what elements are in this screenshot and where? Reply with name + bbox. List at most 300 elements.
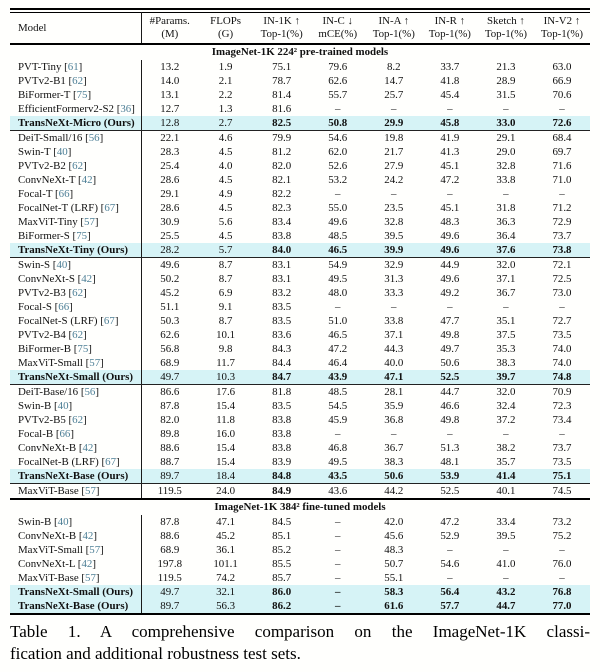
value-cell: 74.0 bbox=[552, 357, 572, 369]
value-cell: 72.3 bbox=[552, 400, 572, 412]
model-label: ConvNeXt-B bbox=[18, 530, 77, 542]
value-cell: 72.5 bbox=[552, 273, 572, 285]
value-cell: 49.6 bbox=[440, 273, 460, 285]
value-cell: 28.2 bbox=[142, 243, 198, 258]
value-cell: 28.3 bbox=[160, 146, 180, 158]
citation-link[interactable]: 66 bbox=[58, 301, 70, 313]
value-cell: 15.4 bbox=[216, 456, 236, 468]
table-row bbox=[10, 484, 590, 500]
table-caption bbox=[10, 621, 590, 665]
model-name bbox=[10, 469, 142, 484]
value-cell: 23.5 bbox=[384, 202, 404, 214]
model-label: PVTv2-B3 bbox=[18, 287, 66, 299]
value-cell: 43.5 bbox=[310, 469, 366, 484]
model-label: FocalNet-S (LRF) bbox=[18, 315, 98, 327]
citation-link[interactable]: 57 bbox=[89, 544, 101, 556]
value-cell: 82.0 bbox=[272, 160, 292, 172]
value-cell: 45.2 bbox=[216, 530, 236, 542]
value-cell: 71.0 bbox=[552, 174, 572, 186]
citation-link[interactable]: 42 bbox=[82, 530, 94, 542]
value-cell: 83.9 bbox=[272, 456, 292, 468]
value-cell: 43.9 bbox=[310, 370, 366, 385]
value-cell: – bbox=[559, 188, 565, 200]
value-cell: 47.1 bbox=[366, 370, 422, 385]
col-header--params: #Params. (M) bbox=[142, 13, 198, 45]
value-cell: 47.7 bbox=[440, 315, 460, 327]
value-cell: 50.7 bbox=[384, 558, 404, 570]
table-row bbox=[10, 515, 590, 529]
value-cell: 52.5 bbox=[422, 484, 478, 500]
citation-link[interactable]: 57 bbox=[85, 572, 96, 584]
value-cell: 33.4 bbox=[496, 516, 516, 528]
citation-link[interactable]: 62 bbox=[72, 414, 84, 426]
model-name: PVTv2-B3 [62] bbox=[10, 286, 142, 300]
model-label: Swin-S bbox=[18, 259, 51, 271]
value-cell: 63.0 bbox=[552, 61, 572, 73]
value-cell: 39.9 bbox=[366, 243, 422, 258]
value-cell: 24.2 bbox=[384, 174, 404, 186]
table-row bbox=[10, 173, 590, 187]
value-cell: 38.2 bbox=[496, 442, 516, 454]
table-row bbox=[10, 300, 590, 314]
value-cell: 39.5 bbox=[384, 230, 404, 242]
value-cell: 4.6 bbox=[218, 132, 233, 144]
model-name bbox=[10, 370, 142, 385]
value-cell: – bbox=[391, 188, 397, 200]
model-label: Swin-B bbox=[18, 516, 52, 528]
col-header-in-r: IN-R ↑ Top-1(%) bbox=[422, 13, 478, 45]
value-cell: 48.3 bbox=[384, 544, 404, 556]
value-cell: 84.5 bbox=[272, 516, 292, 528]
model-label: DeiT-Small/16 bbox=[18, 132, 83, 144]
value-cell: 56.4 bbox=[422, 585, 478, 599]
value-cell: 54.9 bbox=[328, 259, 348, 271]
citation-link[interactable]: 75 bbox=[76, 230, 88, 242]
value-cell: 45.1 bbox=[440, 202, 460, 214]
citation-link[interactable]: 42 bbox=[82, 442, 94, 454]
model-label: MaxViT-Small bbox=[18, 357, 83, 369]
value-cell: 82.3 bbox=[272, 202, 292, 214]
value-cell: 37.2 bbox=[496, 414, 516, 426]
value-cell: – bbox=[334, 428, 341, 440]
value-cell: 29.1 bbox=[496, 132, 516, 144]
model-label: TransNeXt-Micro (Ours) bbox=[18, 117, 135, 129]
value-cell: 45.9 bbox=[328, 414, 348, 426]
col-header-in-c: IN-C ↓ mCE(%) bbox=[310, 13, 366, 45]
value-cell: – bbox=[559, 103, 565, 115]
value-cell: 4.5 bbox=[218, 230, 233, 242]
value-cell: 5.6 bbox=[218, 216, 233, 228]
value-cell: 75.1 bbox=[272, 61, 292, 73]
value-cell: 85.7 bbox=[272, 572, 292, 584]
value-cell: 119.5 bbox=[142, 484, 198, 500]
citation-link[interactable]: 40 bbox=[57, 516, 69, 528]
citation-link[interactable]: 66 bbox=[59, 428, 71, 440]
value-cell: 36.4 bbox=[496, 230, 516, 242]
value-cell: – bbox=[559, 428, 565, 440]
citation-link[interactable]: 75 bbox=[76, 89, 88, 101]
model-label: ConvNeXt-B bbox=[18, 442, 77, 454]
model-name: MaxViT-Base [57] bbox=[10, 484, 142, 500]
model-name bbox=[10, 585, 142, 599]
value-cell: 46.5 bbox=[328, 329, 348, 341]
value-cell: 44.3 bbox=[384, 343, 404, 355]
value-cell: 4.5 bbox=[218, 174, 233, 186]
value-cell: 14.0 bbox=[160, 75, 180, 87]
table-top-rule bbox=[10, 8, 590, 10]
value-cell: 83.2 bbox=[272, 287, 292, 299]
value-cell: 50.6 bbox=[440, 357, 460, 369]
table-row bbox=[10, 272, 590, 286]
value-cell: – bbox=[310, 599, 366, 614]
value-cell: 70.6 bbox=[552, 89, 572, 101]
model-name: FocalNet-T (LRF) [67] bbox=[10, 201, 142, 215]
value-cell: 12.8 bbox=[142, 116, 198, 131]
table-row bbox=[10, 215, 590, 229]
value-cell: 72.7 bbox=[552, 315, 572, 327]
value-cell: 88.6 bbox=[160, 530, 180, 542]
value-cell: 52.6 bbox=[328, 160, 348, 172]
model-label: TransNeXt-Tiny (Ours) bbox=[18, 244, 129, 256]
value-cell: 51.3 bbox=[440, 442, 460, 454]
value-cell: 28.1 bbox=[384, 386, 404, 398]
value-cell: 43.2 bbox=[478, 585, 534, 599]
citation-link[interactable]: 61 bbox=[67, 61, 79, 73]
table-row bbox=[10, 314, 590, 328]
model-name: PVTv2-B5 [62] bbox=[10, 413, 142, 427]
value-cell: 71.6 bbox=[552, 160, 572, 172]
value-cell: – bbox=[559, 572, 565, 584]
value-cell: 25.7 bbox=[384, 89, 404, 101]
value-cell: 28.6 bbox=[160, 174, 180, 186]
citation-link[interactable]: 66 bbox=[58, 188, 70, 200]
value-cell: 33.0 bbox=[478, 116, 534, 131]
value-cell: 50.2 bbox=[160, 273, 180, 285]
value-cell: 62.6 bbox=[160, 329, 180, 341]
value-cell: 83.5 bbox=[272, 301, 292, 313]
value-cell: 72.9 bbox=[552, 216, 572, 228]
value-cell: – bbox=[559, 301, 565, 313]
citation-link[interactable]: 62 bbox=[72, 329, 84, 341]
citation-link[interactable]: 40 bbox=[56, 259, 68, 271]
value-cell: 35.1 bbox=[496, 315, 516, 327]
citation-link[interactable]: 56 bbox=[88, 132, 100, 144]
value-cell: 2.2 bbox=[218, 89, 233, 101]
value-cell: 69.7 bbox=[552, 146, 572, 158]
col-header-flops: FLOPs (G) bbox=[198, 13, 254, 45]
value-cell: 6.9 bbox=[218, 287, 233, 299]
value-cell: 41.8 bbox=[440, 75, 460, 87]
value-cell: 53.2 bbox=[328, 174, 348, 186]
citation-link[interactable]: 57 bbox=[89, 357, 101, 369]
value-cell: 47.2 bbox=[440, 174, 460, 186]
value-cell: 101.1 bbox=[213, 558, 238, 570]
value-cell: 82.5 bbox=[254, 116, 310, 131]
table-body bbox=[10, 44, 590, 614]
model-label: FocalNet-B (LRF) bbox=[18, 456, 99, 468]
value-cell: 51.0 bbox=[328, 315, 348, 327]
value-cell: 50.3 bbox=[160, 315, 180, 327]
value-cell: 21.3 bbox=[496, 61, 516, 73]
table-row bbox=[10, 116, 590, 131]
table-row bbox=[10, 328, 590, 342]
value-cell: 72.1 bbox=[552, 259, 572, 271]
value-cell: 13.1 bbox=[160, 89, 180, 101]
value-cell: 48.1 bbox=[440, 456, 460, 468]
citation-link[interactable]: 67 bbox=[104, 202, 116, 214]
section-header-row bbox=[10, 499, 590, 515]
value-cell: 83.5 bbox=[272, 400, 292, 412]
value-cell: 41.3 bbox=[440, 146, 460, 158]
model-name: BiFormer-B [75] bbox=[10, 342, 142, 356]
value-cell: 85.2 bbox=[272, 544, 292, 556]
value-cell: 17.6 bbox=[216, 386, 236, 398]
model-name: PVTv2-B4 [62] bbox=[10, 328, 142, 342]
value-cell: 15.4 bbox=[216, 442, 236, 454]
value-cell: 39.5 bbox=[496, 530, 516, 542]
value-cell: 86.2 bbox=[254, 599, 310, 614]
value-cell: 75.1 bbox=[534, 469, 590, 484]
value-cell: 83.8 bbox=[272, 442, 292, 454]
citation-link[interactable]: 42 bbox=[81, 558, 93, 570]
value-cell: 83.5 bbox=[272, 315, 292, 327]
value-cell: 9.1 bbox=[218, 301, 233, 313]
value-cell: 89.7 bbox=[142, 599, 198, 614]
value-cell: 48.5 bbox=[328, 386, 348, 398]
model-name: ConvNeXt-T [42] bbox=[10, 173, 142, 187]
table-row bbox=[10, 399, 590, 413]
value-cell: 33.7 bbox=[440, 61, 460, 73]
value-cell: 24.0 bbox=[198, 484, 254, 500]
value-cell: 41.0 bbox=[496, 558, 516, 570]
citation-link[interactable]: 36 bbox=[120, 103, 132, 115]
value-cell: 25.5 bbox=[160, 230, 180, 242]
value-cell: 32.9 bbox=[384, 259, 404, 271]
model-label: EfficientFormerv2-S2 bbox=[18, 103, 114, 115]
value-cell: 5.7 bbox=[198, 243, 254, 258]
value-cell: 74.2 bbox=[216, 572, 236, 584]
value-cell: 2.1 bbox=[218, 75, 233, 87]
value-cell: 84.7 bbox=[254, 370, 310, 385]
citation-link[interactable]: 75 bbox=[77, 343, 89, 355]
value-cell: – bbox=[503, 428, 509, 440]
model-label: Focal-B bbox=[18, 428, 54, 440]
table-row bbox=[10, 286, 590, 300]
value-cell: 32.0 bbox=[496, 259, 516, 271]
value-cell: 61.6 bbox=[366, 599, 422, 614]
value-cell: – bbox=[334, 544, 341, 556]
model-label: FocalNet-T (LRF) bbox=[18, 202, 98, 214]
citation-link[interactable]: 62 bbox=[72, 160, 84, 172]
value-cell: 45.1 bbox=[440, 160, 460, 172]
table-row bbox=[10, 229, 590, 243]
value-cell: 74.0 bbox=[552, 343, 572, 355]
model-label: TransNeXt-Small (Ours) bbox=[18, 586, 134, 598]
value-cell: – bbox=[334, 530, 341, 542]
value-cell: 10.3 bbox=[198, 370, 254, 385]
model-name: MaxViT-Tiny [57] bbox=[10, 215, 142, 229]
value-cell: 83.1 bbox=[272, 273, 292, 285]
value-cell: 36.3 bbox=[496, 216, 516, 228]
value-cell: – bbox=[503, 544, 509, 556]
value-cell: 49.2 bbox=[440, 287, 460, 299]
table-row bbox=[10, 370, 590, 385]
citation-link[interactable]: 57 bbox=[84, 216, 95, 228]
caption-line-1: Table 1. A comprehensive comparison on the ImageNet-1K classi- bbox=[10, 622, 590, 641]
value-cell: 46.4 bbox=[328, 357, 348, 369]
citation-link[interactable]: 67 bbox=[103, 315, 115, 327]
value-cell: 45.6 bbox=[384, 530, 404, 542]
value-cell: 84.9 bbox=[254, 484, 310, 500]
value-cell: 56.3 bbox=[198, 599, 254, 614]
value-cell: – bbox=[447, 103, 453, 115]
value-cell: 45.4 bbox=[440, 89, 460, 101]
citation-link[interactable]: 62 bbox=[72, 75, 84, 87]
value-cell: 86.6 bbox=[160, 386, 180, 398]
value-cell: 62.0 bbox=[328, 146, 348, 158]
value-cell: 36.1 bbox=[216, 544, 236, 556]
citation-link[interactable]: 56 bbox=[84, 386, 96, 398]
value-cell: – bbox=[503, 301, 509, 313]
value-cell: 35.7 bbox=[496, 456, 516, 468]
value-cell: – bbox=[334, 572, 341, 584]
col-header-model: Model bbox=[10, 13, 142, 45]
value-cell: 119.5 bbox=[157, 572, 182, 584]
value-cell: 82.0 bbox=[160, 414, 180, 426]
citation-link[interactable]: 67 bbox=[105, 456, 117, 468]
model-label: BiFormer-B bbox=[18, 343, 72, 355]
model-label: MaxViT-Small bbox=[18, 544, 83, 556]
value-cell: 1.9 bbox=[218, 61, 233, 73]
value-cell: 49.7 bbox=[440, 343, 460, 355]
value-cell: – bbox=[334, 103, 341, 115]
value-cell: 75.2 bbox=[552, 530, 572, 542]
value-cell: 70.9 bbox=[552, 386, 572, 398]
value-cell: 74.8 bbox=[534, 370, 590, 385]
value-cell: 9.8 bbox=[218, 343, 233, 355]
table-row bbox=[10, 413, 590, 427]
value-cell: 11.7 bbox=[216, 357, 235, 369]
value-cell: 86.0 bbox=[254, 585, 310, 599]
value-cell: 55.1 bbox=[384, 572, 404, 584]
value-cell: 42.0 bbox=[384, 516, 404, 528]
value-cell: 49.6 bbox=[422, 243, 478, 258]
model-label: DeiT-Base/16 bbox=[18, 386, 79, 398]
model-label: TransNeXt-Small (Ours) bbox=[18, 371, 134, 383]
value-cell: 68.9 bbox=[160, 544, 180, 556]
value-cell: 43.6 bbox=[310, 484, 366, 500]
table-row bbox=[10, 187, 590, 201]
table-row bbox=[10, 145, 590, 159]
value-cell: – bbox=[447, 188, 453, 200]
value-cell: 15.4 bbox=[216, 400, 236, 412]
model-name: FocalNet-S (LRF) [67] bbox=[10, 314, 142, 328]
model-label: PVTv2-B2 bbox=[18, 160, 66, 172]
value-cell: 76.0 bbox=[552, 558, 572, 570]
table-row bbox=[10, 74, 590, 88]
value-cell: 79.6 bbox=[328, 61, 348, 73]
model-label: MaxViT-Base bbox=[18, 485, 79, 497]
citation-link[interactable]: 62 bbox=[72, 287, 84, 299]
value-cell: 49.8 bbox=[440, 414, 460, 426]
value-cell: 82.2 bbox=[272, 188, 292, 200]
value-cell: 32.1 bbox=[198, 585, 254, 599]
model-label: Swin-B bbox=[18, 400, 52, 412]
value-cell: 73.7 bbox=[552, 442, 572, 454]
table-row bbox=[10, 585, 590, 599]
value-cell: 12.7 bbox=[160, 103, 180, 115]
results-table bbox=[10, 12, 590, 615]
value-cell: 49.7 bbox=[142, 585, 198, 599]
value-cell: – bbox=[447, 572, 453, 584]
model-label: PVTv2-B5 bbox=[18, 414, 66, 426]
value-cell: 47.2 bbox=[440, 516, 460, 528]
table-header bbox=[10, 13, 590, 45]
citation-link[interactable]: 40 bbox=[56, 146, 68, 158]
model-label: Swin-T bbox=[18, 146, 51, 158]
model-name: BiFormer-S [75] bbox=[10, 229, 142, 243]
value-cell: 33.8 bbox=[384, 315, 404, 327]
value-cell: 73.5 bbox=[552, 329, 572, 341]
value-cell: – bbox=[334, 188, 341, 200]
citation-link[interactable]: 57 bbox=[85, 485, 96, 497]
value-cell: 8.7 bbox=[218, 259, 233, 271]
citation-link[interactable]: 42 bbox=[81, 273, 93, 285]
value-cell: 50.8 bbox=[310, 116, 366, 131]
value-cell: 37.1 bbox=[496, 273, 516, 285]
value-cell: 84.8 bbox=[254, 469, 310, 484]
value-cell: 46.6 bbox=[440, 400, 460, 412]
model-name: FocalNet-B (LRF) [67] bbox=[10, 455, 142, 469]
value-cell: 29.0 bbox=[496, 146, 516, 158]
value-cell: 40.0 bbox=[384, 357, 404, 369]
value-cell: 55.7 bbox=[328, 89, 348, 101]
value-cell: 81.4 bbox=[272, 89, 292, 101]
model-label: PVTv2-B1 bbox=[18, 75, 66, 87]
table-row bbox=[10, 356, 590, 370]
value-cell: 49.6 bbox=[160, 259, 180, 271]
value-cell: 4.9 bbox=[218, 188, 233, 200]
value-cell: 31.8 bbox=[496, 202, 516, 214]
value-cell: 32.8 bbox=[496, 160, 516, 172]
value-cell: 83.1 bbox=[272, 259, 292, 271]
value-cell: 88.6 bbox=[160, 442, 180, 454]
value-cell: 47.2 bbox=[328, 343, 348, 355]
table-row bbox=[10, 385, 590, 400]
model-name bbox=[10, 599, 142, 614]
value-cell: 48.5 bbox=[328, 230, 348, 242]
value-cell: 77.0 bbox=[534, 599, 590, 614]
model-label: TransNeXt-Base (Ours) bbox=[18, 600, 129, 612]
value-cell: 45.2 bbox=[160, 287, 180, 299]
value-cell: 29.9 bbox=[366, 116, 422, 131]
value-cell: 68.4 bbox=[552, 132, 572, 144]
value-cell: 55.0 bbox=[328, 202, 348, 214]
citation-link[interactable]: 40 bbox=[57, 400, 69, 412]
value-cell: 32.0 bbox=[496, 386, 516, 398]
value-cell: – bbox=[334, 558, 341, 570]
col-header-sketch: Sketch ↑ Top-1(%) bbox=[478, 13, 534, 45]
value-cell: 81.8 bbox=[272, 386, 292, 398]
value-cell: 81.6 bbox=[272, 103, 292, 115]
model-name bbox=[10, 116, 142, 131]
value-cell: – bbox=[559, 544, 565, 556]
value-cell: 89.8 bbox=[160, 428, 180, 440]
value-cell: 8.7 bbox=[218, 273, 233, 285]
citation-link[interactable]: 42 bbox=[81, 174, 93, 186]
value-cell: 83.6 bbox=[272, 329, 292, 341]
value-cell: 83.4 bbox=[272, 216, 292, 228]
